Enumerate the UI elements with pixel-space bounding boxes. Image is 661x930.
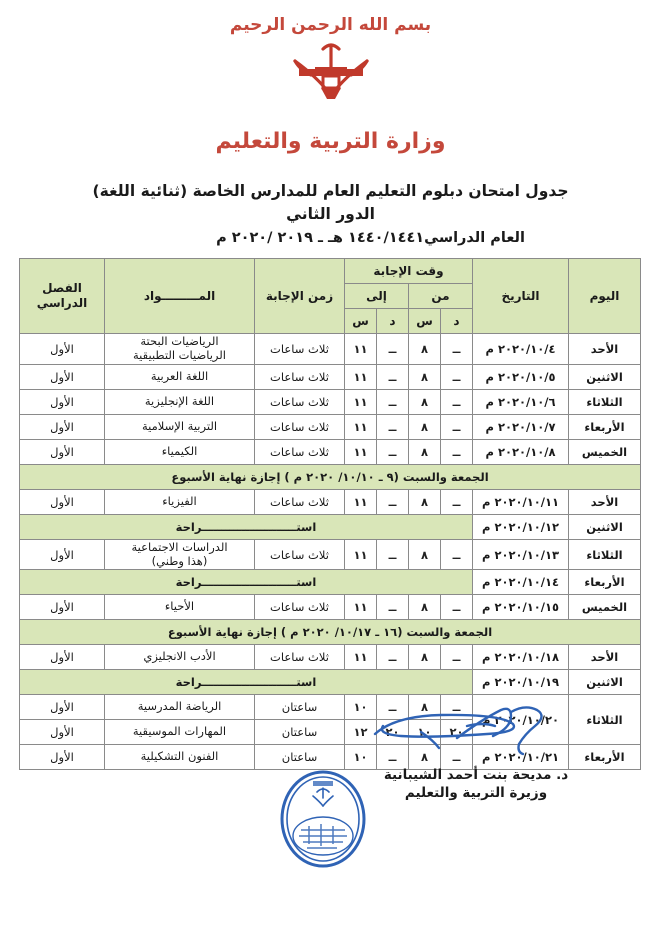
cell-day: الاثنين: [569, 364, 641, 389]
holiday-text: الجمعة والسبت (٩ ـ ١٠/١٠/ ٢٠٢٠ م ) إجازة نهاية الأسبوع: [20, 464, 641, 489]
cell-to-hour: ١١: [345, 595, 377, 620]
table-row: [20, 539, 641, 570]
cell-to-hour: ١١: [345, 389, 377, 414]
cell-duration: ثلاث ساعات: [255, 645, 345, 670]
document-header: [0, 0, 661, 154]
cell-term: الأول: [20, 595, 105, 620]
cell-to-hour: ١١: [345, 439, 377, 464]
cell-date: ٢٠٢٠/١٠/٧ م: [473, 414, 569, 439]
cell-duration: ثلاث ساعات: [255, 364, 345, 389]
cell-term: الأول: [20, 645, 105, 670]
cell-subject: [105, 539, 255, 570]
table-row-holiday: [20, 464, 641, 489]
cell-duration: ساعتان: [255, 720, 345, 745]
table-row-rest: [20, 570, 641, 595]
th-from: من: [409, 284, 473, 309]
exam-title: جدول امتحان دبلوم التعليم العام للمدارس الخاصة (ثنائية اللغة): [92, 181, 569, 200]
cell-subject: [105, 489, 255, 514]
table-row: [20, 414, 641, 439]
table-row: [20, 389, 641, 414]
cell-from-minute: ــ: [441, 364, 473, 389]
cell-date: ٢٠٢٠/١٠/٨ م: [473, 439, 569, 464]
subject-line: الفيزياء: [162, 493, 197, 508]
cell-term: الأول: [20, 414, 105, 439]
cell-from-hour: ٨: [409, 334, 441, 365]
cell-date: ٢٠٢٠/١٠/١٩ م: [473, 670, 569, 695]
cell-day: الأربعاء: [569, 570, 641, 595]
subject-line: الأدب الانجليزي: [143, 649, 216, 664]
cell-to-hour: ١٢: [345, 720, 377, 745]
cell-subject: [105, 389, 255, 414]
cell-from-minute: ــ: [441, 439, 473, 464]
th-to-minute: د: [377, 309, 409, 334]
cell-date: ٢٠٢٠/١٠/١٨ م: [473, 645, 569, 670]
cell-date: ٢٠٢٠/١٠/٥ م: [473, 364, 569, 389]
cell-term: الأول: [20, 489, 105, 514]
cell-from-hour: ٨: [409, 489, 441, 514]
table-header-row-1: [20, 259, 641, 284]
subject-line: (هذا وطني): [151, 553, 208, 568]
cell-subject: [105, 414, 255, 439]
cell-to-hour: ١١: [345, 489, 377, 514]
cell-from-hour: ٨: [409, 645, 441, 670]
subject-line: اللغة العربية: [150, 368, 209, 383]
cell-to-hour: ١١: [345, 334, 377, 365]
cell-day: الثلاثاء: [569, 695, 641, 745]
th-day: اليوم: [569, 259, 641, 334]
cell-day: الخميس: [569, 439, 641, 464]
cell-to-hour: ١٠: [345, 695, 377, 720]
cell-to-minute: ــ: [377, 389, 409, 414]
table-row: [20, 489, 641, 514]
table-header: [20, 259, 641, 334]
cell-from-hour: ٨: [409, 695, 441, 720]
rest-text: استــــــــــــــــــــــــراحة: [20, 670, 473, 695]
subject-line: المهارات الموسيقية: [132, 724, 227, 739]
cell-to-minute: ــ: [377, 439, 409, 464]
cell-to-minute: ــ: [377, 595, 409, 620]
cell-to-hour: ١١: [345, 414, 377, 439]
cell-to-minute: ــ: [377, 745, 409, 770]
cell-date: ٢٠٢٠/١٠/١١ م: [473, 489, 569, 514]
cell-from-hour: ٨: [409, 414, 441, 439]
title-block: [0, 180, 661, 247]
th-to-hour: س: [345, 309, 377, 334]
schedule-table-container: [20, 258, 641, 770]
oman-khanjar-emblem-icon: [271, 37, 391, 123]
subject-line: اللغة الإنجليزية: [144, 393, 215, 408]
cell-from-minute: ٢٠: [441, 720, 473, 745]
cell-from-hour: ٨: [409, 389, 441, 414]
cell-to-hour: ١١: [345, 364, 377, 389]
th-date: التاريخ: [473, 259, 569, 334]
cell-subject: [105, 334, 255, 365]
cell-subject: [105, 595, 255, 620]
cell-subject: [105, 364, 255, 389]
cell-date: ٢٠٢٠/١٠/١٣ م: [473, 539, 569, 570]
cell-term: الأول: [20, 389, 105, 414]
subject-line: الرياضيات البحتة: [140, 334, 219, 349]
table-row-rest: [20, 670, 641, 695]
ministry-name: وزارة التربية والتعليم: [215, 128, 446, 154]
cell-day: الثلاثاء: [569, 539, 641, 570]
cell-from-hour: ٨: [409, 364, 441, 389]
cell-day: الاثنين: [569, 670, 641, 695]
table-row: [20, 595, 641, 620]
cell-to-hour: ١١: [345, 539, 377, 570]
subject-line: الأحياء: [164, 599, 195, 614]
cell-to-minute: ــ: [377, 695, 409, 720]
cell-from-minute: ــ: [441, 745, 473, 770]
table-row-holiday: [20, 620, 641, 645]
cell-day: الأحد: [569, 489, 641, 514]
cell-subject: [105, 645, 255, 670]
cell-to-minute: ــ: [377, 539, 409, 570]
cell-date: ٢٠٢٠/١٠/٢٠ م: [473, 695, 569, 745]
cell-from-minute: ــ: [441, 539, 473, 570]
cell-day: الأربعاء: [569, 745, 641, 770]
th-to: إلى: [345, 284, 409, 309]
cell-from-minute: ــ: [441, 595, 473, 620]
table-row: [20, 334, 641, 365]
exam-schedule-table: [19, 258, 641, 770]
cell-from-minute: ــ: [441, 489, 473, 514]
cell-duration: ثلاث ساعات: [255, 414, 345, 439]
holiday-text: الجمعة والسبت (١٦ ـ ١٠/١٧/ ٢٠٢٠ م ) إجازة نهاية الأسبوع: [20, 620, 641, 645]
th-answer-time: وقت الإجابة: [345, 259, 473, 284]
rest-text: استــــــــــــــــــــــــراحة: [20, 514, 473, 539]
cell-from-hour: ٨: [409, 539, 441, 570]
cell-duration: ثلاث ساعات: [255, 389, 345, 414]
table-row-rest: [20, 514, 641, 539]
th-from-hour: س: [409, 309, 441, 334]
exam-round: الدور الثاني: [286, 204, 375, 223]
cell-duration: ثلاث ساعات: [255, 595, 345, 620]
cell-subject: [105, 439, 255, 464]
cell-term: الأول: [20, 439, 105, 464]
th-from-minute: د: [441, 309, 473, 334]
cell-duration: ساعتان: [255, 745, 345, 770]
minister-name: د. مديحة بنت أحمد الشيبانية: [383, 767, 569, 783]
cell-duration: ثلاث ساعات: [255, 334, 345, 365]
th-duration: زمن الإجابة: [255, 259, 345, 334]
cell-to-hour: ١١: [345, 645, 377, 670]
cell-day: الأحد: [569, 334, 641, 365]
cell-from-minute: ــ: [441, 414, 473, 439]
cell-to-minute: ٢٠: [377, 720, 409, 745]
cell-duration: ثلاث ساعات: [255, 539, 345, 570]
cell-to-hour: ١٠: [345, 745, 377, 770]
cell-from-hour: ٨: [409, 439, 441, 464]
th-term: الفصل الدراسي: [20, 259, 105, 334]
subject-line: الرياضيات التطبيقية: [133, 347, 226, 362]
cell-date: ٢٠٢٠/١٠/٦ م: [473, 389, 569, 414]
cell-from-minute: ــ: [441, 695, 473, 720]
cell-day: الأحد: [569, 645, 641, 670]
th-subjects: المـــــــــواد: [105, 259, 255, 334]
cell-term: الأول: [20, 720, 105, 745]
cell-term: الأول: [20, 539, 105, 570]
cell-date: ٢٠٢٠/١٠/٢١ م: [473, 745, 569, 770]
cell-from-minute: ــ: [441, 389, 473, 414]
cell-duration: ساعتان: [255, 695, 345, 720]
cell-term: الأول: [20, 334, 105, 365]
cell-from-minute: ــ: [441, 334, 473, 365]
cell-term: الأول: [20, 364, 105, 389]
subject-line: الدراسات الاجتماعية: [131, 539, 228, 554]
cell-to-minute: ــ: [377, 364, 409, 389]
table-row: [20, 364, 641, 389]
cell-from-minute: ــ: [441, 645, 473, 670]
cell-from-hour: ٨: [409, 595, 441, 620]
cell-to-minute: ــ: [377, 414, 409, 439]
signature-block: [351, 702, 601, 802]
academic-year: العام الدراسي١٤٤٠/١٤٤١ هـ ـ ٢٠١٩ /٢٠٢٠ م: [216, 230, 525, 247]
ministry-round-seal-icon: [275, 764, 371, 874]
minister-role: وزيرة التربية والتعليم: [404, 785, 548, 802]
cell-to-minute: ــ: [377, 645, 409, 670]
basmala-text: بسم الله الرحمن الرحيم: [229, 15, 432, 35]
cell-day: الأربعاء: [569, 414, 641, 439]
cell-to-minute: ــ: [377, 334, 409, 365]
cell-from-hour: ٨: [409, 745, 441, 770]
cell-term: الأول: [20, 745, 105, 770]
cell-date: ٢٠٢٠/١٠/١٢ م: [473, 514, 569, 539]
cell-duration: ثلاث ساعات: [255, 439, 345, 464]
table-row: [20, 645, 641, 670]
cell-to-minute: ــ: [377, 489, 409, 514]
cell-day: الثلاثاء: [569, 389, 641, 414]
cell-day: الخميس: [569, 595, 641, 620]
table-row: [20, 439, 641, 464]
subject-line: التربية الإسلامية: [141, 418, 218, 433]
cell-term: الأول: [20, 695, 105, 720]
subject-line: الرياضة المدرسية: [137, 699, 222, 714]
cell-date: ٢٠٢٠/١٠/١٥ م: [473, 595, 569, 620]
cell-date: ٢٠٢٠/١٠/٤ م: [473, 334, 569, 365]
subject-line: الكيمياء: [161, 443, 198, 458]
subject-line: الفنون التشكيلية: [140, 749, 219, 764]
cell-date: ٢٠٢٠/١٠/١٤ م: [473, 570, 569, 595]
cell-duration: ثلاث ساعات: [255, 489, 345, 514]
signature-area: [0, 699, 661, 902]
rest-text: استــــــــــــــــــــــــراحة: [20, 570, 473, 595]
cell-from-hour: ١٠: [409, 720, 441, 745]
cell-day: الاثنين: [569, 514, 641, 539]
handwritten-signature-icon: [361, 702, 591, 764]
